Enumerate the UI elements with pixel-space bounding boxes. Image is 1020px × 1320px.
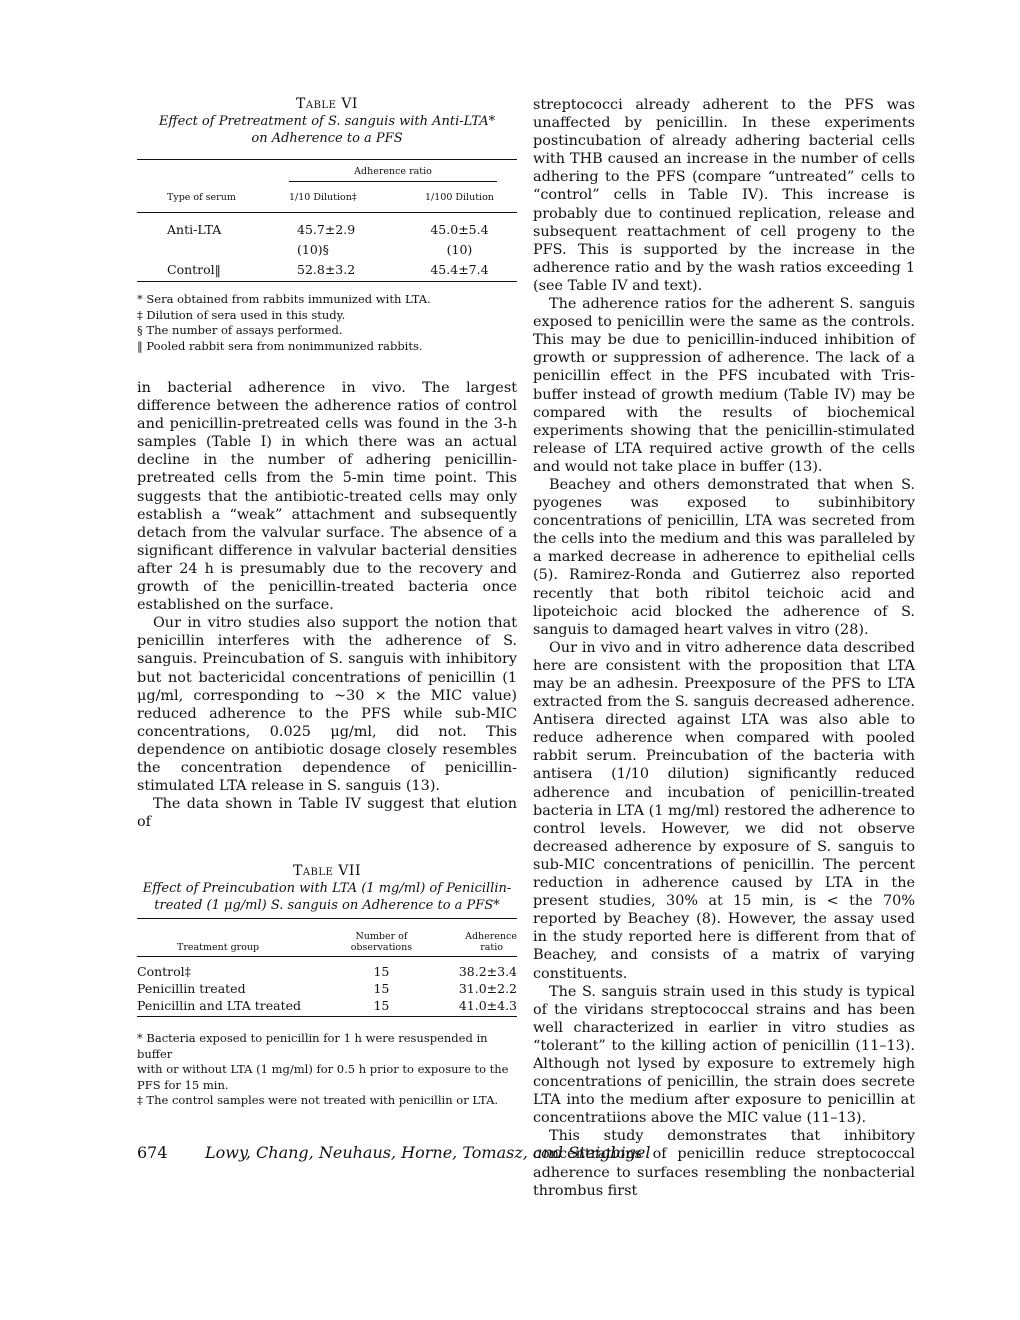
table-6-cell-v2: 45.0±5.4 bbox=[430, 222, 489, 237]
paragraph: Our in vitro studies also support the notion that penicillin interferes with the adherence of S. sanguis. Preincubation of S. sanguis with inhibitory but not bactericidal concentrations of penicillin (1 μg/ml, corresponding to ~30 × the MIC value) reduced adherence to the PFS while sub-MIC concentrations, 0.025 μg/ml, did not. This dependence on antibiotic dosage closely resembles the concentration dependence of penicillin-stimulated LTA release in S. sanguis (13). bbox=[137, 615, 517, 795]
table-7-footnotes bbox=[137, 1031, 517, 1109]
table-7-cell-n: 15 bbox=[373, 981, 390, 997]
table-6-col-1-100: 1/100 Dilution bbox=[425, 191, 494, 203]
table-6 bbox=[137, 96, 517, 354]
table-7-caption bbox=[137, 863, 517, 914]
table-7-title-line-1: Effect of Preincubation with LTA (1 mg/ml) of Penicillin- bbox=[142, 881, 512, 897]
table-6-cell-type: Control‖ bbox=[167, 262, 221, 277]
table-7-footnote-line: * Bacteria exposed to penicillin for 1 h were resuspended in buffer bbox=[137, 1031, 488, 1061]
table-6-cell-v2: (10) bbox=[446, 242, 473, 257]
paragraph: streptococci already adherent to the PFS was unaffected by penicillin. In these experiments postincubation of already adhering bacterial cells with THB caused an increase in the number of cells adhering to the PFS (compare “untreated” cells to “control” cells in Table IV). This increase is probably due to continued replication, release and subsequent reattachment of cell progeny to the PFS. This is supported by the increase in the adherence ratio and by the wash ratios exceeding 1 (see Table IV and text). bbox=[533, 97, 915, 294]
table-6-footnote: ‖ Pooled rabbit sera from nonimmunized rabbits. bbox=[137, 338, 423, 353]
table-6-col-serum: Type of serum bbox=[167, 191, 236, 203]
table-7-footnote-line: PFS for 15 min. bbox=[137, 1077, 229, 1092]
table-6-label: Table VI bbox=[296, 96, 358, 112]
table-7-title-line-2: treated (1 μg/ml) S. sanguis on Adherence to a PFS* bbox=[154, 898, 500, 914]
page-number: 674 bbox=[137, 1143, 168, 1162]
paragraph: The data shown in Table IV suggest that elution of bbox=[137, 796, 517, 831]
table-6-title-line-1: Effect of Pretreatment of S. sanguis with Anti-LTA* bbox=[158, 114, 496, 129]
table-6-col-1-10: 1/10 Dilution‡ bbox=[289, 191, 357, 203]
table-7-cell-n: 15 bbox=[373, 998, 390, 1014]
page-footer bbox=[137, 1143, 651, 1162]
table-7 bbox=[137, 863, 517, 1109]
table-6-cell-v1: 52.8±3.2 bbox=[297, 262, 356, 277]
left-body-text bbox=[137, 379, 517, 831]
table-7-cell-group: Control‡ bbox=[137, 964, 191, 980]
table-6-footnote: ‡ Dilution of sera used in this study. bbox=[137, 307, 346, 322]
table-6-caption bbox=[137, 96, 517, 147]
table-6-cell-type: Anti-LTA bbox=[167, 222, 222, 237]
paragraph: Our in vivo and in vitro adherence data described here are consistent with the proposition that LTA may be an adhesin. Preexposure of the PFS to LTA extracted from the S. sanguis decreased adherence. Antisera directed against LTA was also able to reduce adherence when compared with pooled rabbit serum. Preincubation of the bacteria with antisera (1/10 dilution) significantly reduced adherence and incubation of penicillin-treated bacteria in LTA (1 mg/ml) restored the adherence to control levels. However, we did not observe decreased adherence by exposure of S. sanguis to sub-MIC concentrations of penicillin. The percent reduction in adherence caused by LTA in the present studies, 30% at 15 min, is < the 70% reported by Beachey (8). However, the assay used in the study reported here is different from that of Beachey, and consists of a matrix of varying constituents. bbox=[533, 639, 915, 982]
paragraph: in bacterial adherence in vivo. The largest difference between the adherence ratios of control and penicillin-pretreated cells was found in the 3-h samples (Table I) in which there was an actual decline in the number of adhering penicillin-pretreated cells from the 5-min time point. This suggests that the antibiotic-treated cells may only establish a “weak” attachment and subsequently detach from the valvular surface. The absence of a significant difference in valvular bacterial densities after 24 h is presumably due to the recovery and growth of the penicillin-treated bacteria once established on the surface. bbox=[137, 380, 517, 614]
left-column bbox=[137, 96, 517, 1109]
right-body-text bbox=[533, 96, 915, 1200]
table-7-col-obs-line-1: Number of bbox=[355, 931, 408, 943]
paragraph: This study demonstrates that inhibitory concentrations of penicillin reduce streptococcal adherence to surfaces resembling the nonbacterial thrombus first bbox=[533, 1128, 915, 1199]
table-7-col-ratio-line-2: ratio bbox=[480, 942, 503, 954]
table-6-footnote: * Sera obtained from rabbits immunized with LTA. bbox=[137, 292, 431, 306]
table-6-cell-v1: (10)§ bbox=[297, 242, 329, 257]
table-7-col-group: Treatment group bbox=[177, 942, 260, 954]
table-7-cell-group: Penicillin treated bbox=[137, 981, 246, 997]
table-7-col-obs bbox=[335, 919, 429, 957]
table-7-cell-ratio: 41.0±4.3 bbox=[458, 998, 517, 1014]
table-7-col-obs-line-2: observations bbox=[350, 942, 413, 954]
table-6-grid bbox=[137, 159, 517, 282]
paragraph: The adherence ratios for the adherent S. sanguis exposed to penicillin were the same as the controls. This may be due to penicillin-induced inhibition of growth or suppression of adherence. The lack of a penicillin effect in the PFS incubated with Tris-buffer instead of growth medium (Table IV) may be compared with the results of biochemical experiments showing that the penicillin-stimulated release of LTA required active growth of the cells and would not take place in buffer (13). bbox=[533, 296, 915, 475]
table-6-group-header: Adherence ratio bbox=[289, 166, 497, 182]
table-6-title-line-2: on Adherence to a PFS bbox=[251, 131, 403, 146]
table-6-cell-v1: 45.7±2.9 bbox=[297, 222, 356, 237]
table-6-footnotes bbox=[137, 292, 517, 354]
table-7-label: Table VII bbox=[293, 863, 361, 880]
table-7-col-ratio-line-1: Adherence bbox=[465, 931, 517, 943]
table-7-footnote-line: with or without LTA (1 mg/ml) for 0.5 h prior to exposure to the bbox=[137, 1062, 509, 1077]
table-7-cell-ratio: 31.0±2.2 bbox=[458, 981, 517, 997]
table-6-footnote: § The number of assays performed. bbox=[137, 323, 343, 337]
right-column bbox=[533, 96, 915, 1200]
table-6-cell-type bbox=[137, 237, 289, 257]
table-7-cell-n: 15 bbox=[373, 964, 390, 980]
table-7-footnote-line: ‡ The control samples were not treated with penicillin or LTA. bbox=[137, 1093, 499, 1108]
running-authors: Lowy, Chang, Neuhaus, Horne, Tomasz, and Steigbigel bbox=[205, 1143, 651, 1162]
paragraph: Beachey and others demonstrated that when S. pyogenes was exposed to subinhibitory concentrations of penicillin, LTA was secreted from the cells into the medium and this was paralleled by a marked decrease in adherence to epithelial cells (5). Ramirez-Ronda and Gutierrez also reported recently that both ribitol teichoic acid and lipoteichoic acid blocked the adherence of S. sanguis to damaged heart valves in vitro (28). bbox=[533, 476, 915, 638]
table-7-grid bbox=[137, 918, 517, 1017]
paragraph: The S. sanguis strain used in this study is typical of the viridans streptococcal strains and has been well characterized in earlier in vitro studies as “tolerant” to the killing action of penicillin (11–13). Although not lysed by exposure to extremely high concentrations of penicillin, the strain does secrete LTA into the medium after exposure to penicillin at concentratiions above the MIC value (11–13). bbox=[533, 983, 915, 1127]
table-7-col-ratio bbox=[428, 919, 517, 957]
table-7-cell-group: Penicillin and LTA treated bbox=[137, 998, 301, 1014]
table-7-cell-ratio: 38.2±3.4 bbox=[458, 964, 517, 980]
table-6-cell-v2: 45.4±7.4 bbox=[430, 262, 489, 277]
